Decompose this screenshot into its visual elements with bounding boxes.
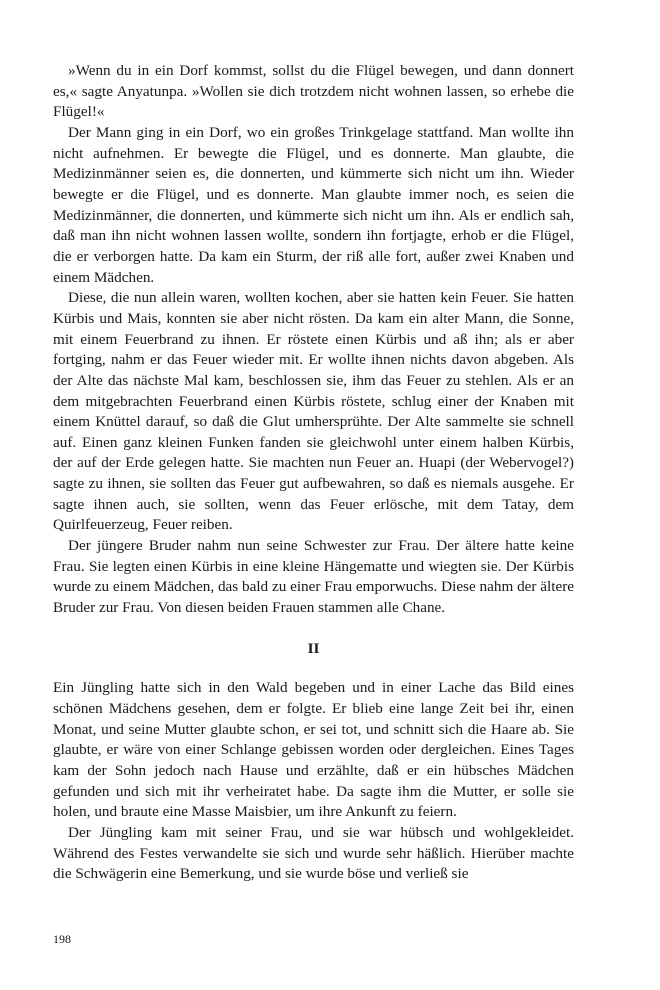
page-number: 198 <box>53 932 71 946</box>
paragraph: Diese, die nun allein waren, wollten kochen, aber sie hatten kein Feuer. Sie hatten Kürbis und Mais, konnten sie aber nicht rösten. Da kam ein alter Mann, die Sonne, mit einem Feuerbrand zu ihnen. Er röstete einen Kürbis und aß ihn; als er aber fortging, nahm er das Feuer wieder mit. Er wollte ihnen nichts davon abgeben. Als der Alte das nächste Mal kam, beschlossen sie, ihm das Feuer zu stehlen. Als er an dem mitgebrachten Feuerbrand einen Kürbis röstete, schlug einer der Knaben mit einem Knüttel darauf, so daß die Glut umhersprühte. Der Alte sammelte sie schnell auf. Einen ganz kleinen Funken fanden sie gleichwohl unter einem halben Kürbis, der auf der Erde gelegen hatte. Sie machten nun Feuer an. Huapi (der Webervogel?) sagte zu ihnen, sie sollten das Feuer gut aufbewahren, so daß es niemals ausgehe. Er sagte ihnen auch, sie sollten, wenn das Feuer erlösche, mit dem Tatay, dem Quirlfeuerzeug, Feuer reiben. <box>53 289 574 534</box>
body-text <box>53 61 574 885</box>
paragraph: Der jüngere Bruder nahm nun seine Schwester zur Frau. Der ältere hatte keine Frau. Sie legten einen Kürbis in eine kleine Hängematte und wiegten sie. Der Kürbis wurde zu einem Mädchen, das bald zu einer Frau emporwuchs. Diese nahm der ältere Bruder zur Frau. Von diesen beiden Frauen stammen alle Chane. <box>53 537 574 617</box>
section-heading: II <box>307 639 320 657</box>
paragraph: Der Mann ging in ein Dorf, wo ein großes Trinkgelage stattfand. Man wollte ihn nicht aufnehmen. Er bewegte die Flügel, und es donnerte. Man glaubte, die Medizinmänner seien es, die donnerten, und kümmerte sich nicht um ihn. Wieder bewegte er die Flügel, und es donnerte. Man glaubte immer noch, es seien die Medizinmänner, die donnerten, und kümmerte sich nicht um ihn. Als er endlich sah, daß man ihn nicht wohnen lassen wollte, sondern ihn fortjagte, erhob er die Flügel, die er verborgen hatte. Da kam ein Sturm, der riß alle fort, außer zwei Knaben und einem Mädchen. <box>53 123 574 286</box>
paragraph: Ein Jüngling hatte sich in den Wald begeben und in einer Lache das Bild eines schönen Mädchens gesehen, dem er folgte. Er blieb eine lange Zeit bei ihr, einen Monat, und seine Mutter glaubte schon, er sei tot, und schnitt sich die Haare ab. Sie glaubte, er wäre von einer Schlange gebissen worden oder dergleichen. Eines Tages kam der Sohn jedoch nach Hause und erzählte, daß er ein hübsches Mädchen gefunden und sich mit ihr verheiratet habe. Da sagte ihm die Mutter, er solle sie holen, und braute eine Masse Maisbier, um ihre Ankunft zu feiern. <box>53 679 574 821</box>
paragraph: »Wenn du in ein Dorf kommst, sollst du die Flügel bewegen, und dann donnert es,« sagte Anyatunpa. »Wollen sie dich trotzdem nicht wohnen lassen, so erhebe die Flügel!« <box>53 62 574 121</box>
paragraph: Der Jüngling kam mit seiner Frau, und sie war hübsch und wohlgekleidet. Während des Festes verwandelte sie sich und wurde sehr häßlich. Hierüber machte die Schwägerin eine Bemerkung, und sie wurde böse und verließ sie <box>53 823 574 883</box>
